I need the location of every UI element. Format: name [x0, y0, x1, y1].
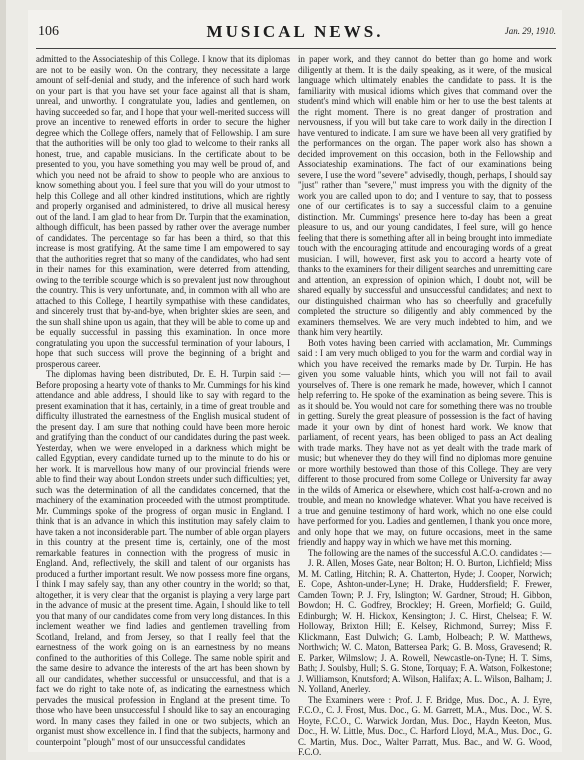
- examiners-list: The Examiners were : Prof. J. F. Bridge, Mus. Doc., A. J. Eyre, F.C.O., C. J. Frost, Mus. Doc., G. M. Garrett, M.A., Mus. Doc., W. S. Hoyte, F.C.O., C. Warwick Jordan, Mus. Doc., Haydn Keeton, Mus. Doc., H. W. Little, Mus. Doc., C. Harford Lloyd, M.A., Mus. Doc., G. C. Martin, Mus. Doc., Walter Parratt, Mus. Bac., and W. G. Wood, F.C.O.: [298, 694, 552, 757]
- paragraph: admitted to the Associateship of this College. I know that its diplomas are not to be easily won. On the contrary, they necessitate a large amount of self-denial and study, and the inference of such hard work on your part is that you have set your face against all that is sham, unreal, and unworthy. I congratulate you, ladies and gentlemen, on having succeeded so far, and I hope that your well-merited success will prove an incentive to renewed efforts in order to secure the higher degree which the College offers, namely that of Fellowship. I am sure that the authorities will be only too glad to welcome to their ranks all honest, true, and capable musicians. In the certificate about to be presented to you, you have something you may well be proud of, and which you need not be afraid to show to people who are anxious to know something about you. I feel sure that you will do your utmost to help this College and all other kindred institutions, which are rightly and properly organised and administered, to drive all musical heresy out of the land. I am glad to hear from Dr. Turpin that the examination, although difficult, has been passed by rather over the average number of candidates. The percentage so far has been a third, so that this increase is most gratifying. At the same time I am empowered to say that the authorities regret that so many of the candidates, who had sent in their names for this examination, were deterred from attending, owing to the terrible scourge which is so prevalent just now throughout the country. This is very unfortunate, and, in common with all who are attached to this College, I heartily sympathise with these candidates, and sincerely trust that by-and-bye, when brighter skies are seen, and the sun shall shine upon us again, that they will be able to come up and be equally successful in passing this examination. In once more congratulating you upon the successful termination of your labours, I hope that such success will prove the beginning of a bright and prosperous career.: [36, 54, 290, 369]
- paragraph: in paper work, and they cannot do better than go home and work diligently at them. It is the daily speaking, as it were, of the musical language which ultimately enables the candidate to pass. It is the familiarity with musical idioms which gives that command over the student's mind which will enable him or her to use the best talents at the right moment. There is no great danger of prostration and nervousness, if you will but take care to work daily in the direction I have ventured to indicate. I am sure we have been all very gratified by the performances on the organ. The paper work also has shown a decided improvement on this occasion, both in the Fellowship and Associateship examinations. The fact of our examinations being severe, I use the word "severe" advisedly, though, perhaps, I should say "just" rather than "severe," must impress you with the dignity of the work you are called upon to do; and I venture to say, that to possess one of our certificates is to say a successful claim to a genuine distinction. Mr. Cummings' presence here to-day has been a great pleasure to us, and our young candidates, I feel sure, will go hence feeling that there is something after all in being brought into immediate touch with the encouraging attitude and encouraging words of a great musician. I will, however, first ask you to accord a hearty vote of thanks to the examiners for their diligent searches and unremitting care and attention, an expression of opinion which, I doubt not, will be shared equally by successful and unsuccessful candidates; and next to our distinguished chairman who has so cheerfully and gracefully completed the structure so diligently and ably commenced by the examiners themselves. We are very much indebted to him, and we thank him very heartily.: [298, 54, 552, 337]
- issue-date: Jan. 29, 1910.: [504, 26, 556, 36]
- header-rule: [36, 48, 556, 49]
- journal-title: MUSICAL NEWS.: [206, 22, 384, 41]
- left-column: [36, 54, 290, 747]
- page-number: 106: [38, 24, 59, 39]
- binding-edge: [0, 0, 6, 760]
- paragraph: The diplomas having been distributed, Dr. E. H. Turpin said :—Before proposing a hearty vote of thanks to Mr. Cummings for his kind attendance and able address, I should like to say with regard to the present examination that it has, certainly, in a time of great trouble and difficulty illustrated the earnestness of the English musical student of the present day. I am sure that nothing could have been more heroic and gratifying than the conduct of our candidates during the past week. Yesterday, when we were enveloped in a darkness which might be called Egyptian, every candidate turned up to the minute to do his or her work. It is marvellous how many of our provincial friends were able to find their way about London streets under such difficulties; yet, such was the determination of all the candidates concerned, that the machinery of the examination proceeded with the utmost promptitude. Mr. Cummings spoke of the progress of organ music in England. I think that is an advance in which this institution may safely claim to have taken a not inconsiderable part. The number of able organ players in this country at the present time is, certainly, one of the most remarkable features in connection with the progress of music in England. And, reflectively, the skill and talent of our organists has produced a further important result. We now possess more fine organs, I think I may safely say, than any other country in the world; so that, altogether, it is very clear that the organist is playing a very large part in the advance of music at the present time. Again, I should like to tell you that many of our candidates come from very long distances. In this inclement weather we find ladies and gentlemen travelling from Scotland, Ireland, and from Jersey, so that I really feel that the earnestness of the work going on is an earnestness by no means confined to the authorities of this College. The same noble spirit and the same desire to advance the interests of the art has been shown by all our candidates, whether successful or unsuccessful, and that is a fact we do right to take note of, as indicating the earnestness which pervades the musical profession in England at the present time. To those who have been unsuccessful I should like to say an encouraging word. In many cases they failed in one or two subjects, which an organist must show excellence in. I find that the subjects, harmony and counterpoint "plough" most of our unsuccessful candidates: [36, 369, 290, 747]
- paragraph: Both votes having been carried with acclamation, Mr. Cummings said : I am very much obliged to you for the warm and cordial way in which you have received the remarks made by Dr. Turpin. He has given you some valuable hints, which you will not fail to avail yourselves of. There is one remark he made, however, which I cannot help referring to. He spoke of the examination as being severe. This is as it should be. You would not care for something there was no trouble in getting. Surely the great pleasure of possession is the fact of having made it your own by dint of honest hard work. We know that parliament, of recent years, has been obliged to pass an Act dealing with trade marks. They have not as yet dealt with the trade mark of music; but whenever they do they will find no diplomas more genuine or more worthily bestowed than those of this College. They are very different to those procured from some College or University far away in the wilds of America or elsewhere, which cost half-a-crown and no trouble, and mean no knowledge whatever. What you have received is a true and genuine testimony of hard work, which no one else could have performed for you. Ladies and gentlemen, I thank you once more, and only hope that we may, on future occasions, meet in the same friendly and happy way in which we have met this morning.: [298, 337, 552, 547]
- right-column: [298, 54, 552, 757]
- journal-page: [28, 10, 562, 757]
- paragraph: The following are the names of the successful A.C.O. candidates :—: [308, 547, 552, 558]
- candidate-list: J. R. Allen, Moses Gate, near Bolton; H. O. Burton, Lichfield; Miss M. M. Catling, Hitchin; R. A. Chatterton, Hyde; J. Cooper, Norwich; E. Cope, Ashton-under-Lyne; H. Drake, Huddersfield; F. Frewer, Camden Town; P. J. Fry, Islington; W. Gardner, Stroud; H. Gibbon, Bowdon; H. C. Godfrey, Brockley; H. Green, Morfield; G. Guild, Edinburgh; W. H. Hickox, Kensington; J. C. Hirst, Chelsea; F. W. Holloway, Brixton Hill; E. Kelsey, Richmond, Surrey; Miss F. Klickmann, East Dulwich; G. Lamb, Holbeach; P. W. Matthews, Northwich; W. C. Maton, Battersea Park; G. B. Moss, Gravesend; R. E. Parker, Wilmslow; J. A. Rowell, Newcastle-on-Tyne; H. T. Sims, Bath; J. Soulsby, Hull; S. G. Stone, Torquay; F. A. Watson, Folkestone; J. Williamson, Knutsford; A. Wilson, Halifax; A. L. Wilson, Balham; J. N. Yolland, Anerley.: [298, 558, 552, 694]
- page-header: [28, 22, 562, 44]
